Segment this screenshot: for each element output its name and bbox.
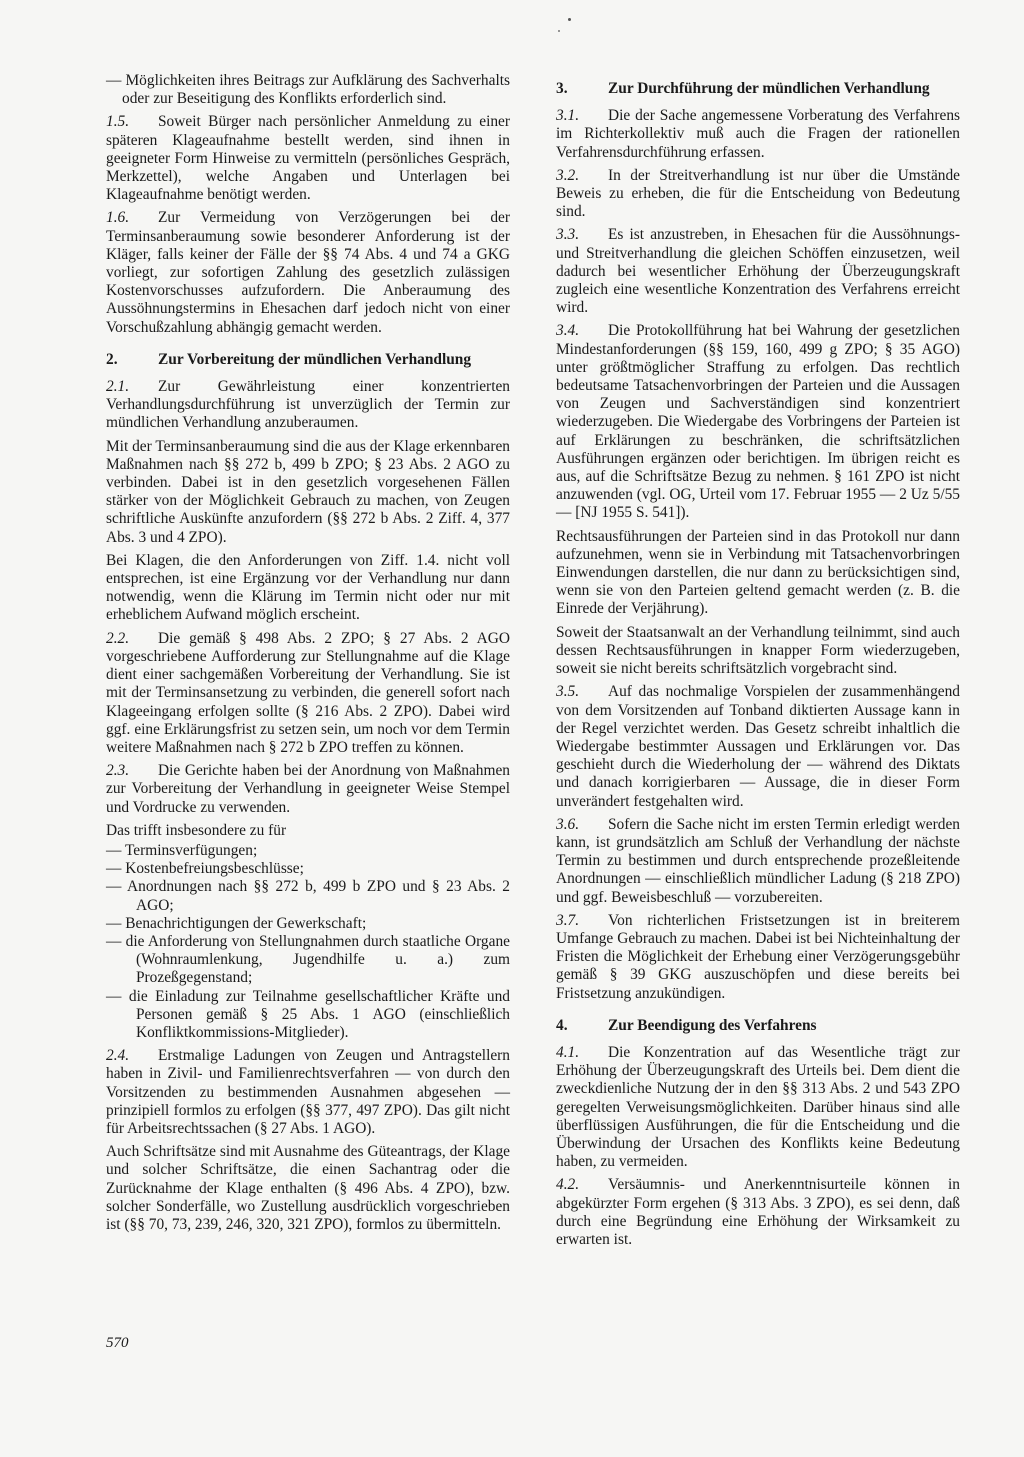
paragraph-number: 2.4. <box>106 1047 130 1065</box>
page-number: 570 <box>106 1335 129 1351</box>
paragraph-text: In der Streitverhandlung ist nur über die Umstände Beweis zu erheben, die für die Entscheidung von Bedeutung sind. <box>556 166 960 221</box>
paragraph-4-2 <box>556 1176 960 1249</box>
paragraph-3-4-b: Rechtsausführungen der Parteien sind in das Protokoll nur dann aufzunehmen, wenn sie in Verbindung mit Tatsachenvorbringen Einwendungen darstellen, die nur dann zu berücksichtigen sind, wenn sie von den Parteien geltend gemacht werden (z. B. die Einrede der Verjährung). <box>556 527 960 618</box>
paragraph-number: 3.3. <box>556 226 580 244</box>
paragraph-2-1-b: Mit der Terminsanberaumung sind die aus der Klage erkennbaren Maßnahmen nach §§ 272 b, 499 b ZPO; § 23 Abs. 2 AGO zu verbinden. Dabei ist in den gesetzlich vorgesehenen Fällen stärker von der Möglichkeit Gebrauch zu machen, von Zeugen schriftliche Auskünfte anzufordern (§§ 272 b Abs. 2 Ziff. 4, 377 Abs. 3 und 4 ZPO). <box>106 437 510 546</box>
paragraph-number: 3.7. <box>556 911 580 929</box>
scan-speck <box>568 18 571 21</box>
paragraph-number: 4.2. <box>556 1176 580 1194</box>
paragraph-number: 3.5. <box>556 683 580 701</box>
section-number: 3. <box>556 80 568 97</box>
paragraph-3-5 <box>556 683 960 810</box>
paragraph-3-1 <box>556 107 960 162</box>
paragraph-2-4 <box>106 1047 510 1138</box>
paragraph-number: 2.3. <box>106 762 130 780</box>
paragraph-text: Die gemäß § 498 Abs. 2 ZPO; § 27 Abs. 2 AGO vorgeschriebene Aufforderung zur Stellungnahme auf die Klage dient einer sachgemäßen Vorbereitung der Verhandlung. Sie ist mit der Terminsansetzung zu verbinden, die generell sofort nach Klageeingang erfolgen sollte (§ 216 Abs. 2 ZPO). Dabei wird ggf. eine Erklärungsfrist zu setzen sein, um noch vor dem Termin weitere Maßnahmen nach § 272 b ZPO treffen zu können. <box>106 629 510 756</box>
paragraph-text: Zur Gewährleistung einer konzentrierten Verhandlungsdurchführung ist unverzüglich der Termin zur mündlichen Verhandlung anzuberaumen. <box>106 378 510 432</box>
paragraph-2-3-b: Das trifft insbesondere zu für <box>106 821 287 839</box>
paragraph-2-1 <box>106 378 510 433</box>
paragraph-text: Die Protokollführung hat bei Wahrung der gesetzlichen Mindestanforderungen (§§ 159, 160, 499 g ZPO; § 35 AGO) unter größtmöglicher Straffung zu erfolgen. Das rechtlich bedeutsame Tatsachenvorbringen der Parteien und die Aussagen von Zeugen und Sachverständigen sind konzentriert wiederzugeben. Die Wiedergabe des Vorbringens der Parteien ist auf Erklärungen zu beschränken, die schriftsätzlichen Ausführungen ergänzen oder berichtigen. Im übrigen reicht es aus, auf die Schriftsätze Bezug zu nehmen. § 161 ZPO ist nicht anzuwenden (vgl. OG, Urteil vom 17. Februar 1955 — 2 Uz 5/55 — [NJ 1955 S. 541]). <box>556 322 960 522</box>
list-item: — die Anforderung von Stellungnahmen durch staatliche Organe (Wohnraumlenkung, Jugendhilfe u. a.) zum Prozeßgegenstand; <box>106 932 510 987</box>
paragraph-text: Sofern die Sache nicht im ersten Termin erledigt werden kann, ist grundsätzlich am Schluß der Verhandlung der nächste Termin zu bestimmen und durch entsprechende prozeßleitende Anordnungen — einschließlich mündlicher Ladung (§ 218 ZPO) und ggf. Beweisbeschluß — vorzubereiten. <box>556 815 960 906</box>
paragraph-2-4-b: Auch Schriftsätze sind mit Ausnahme des Güteantrags, der Klage und solcher Schriftsätze, die einen Sachantrag oder die Zurücknahme der Klage enthalten (§ 496 Abs. 4 ZPO), bzw. solcher Sonderfälle, wo Zustellung ausdrücklich vorgeschrieben ist (§§ 70, 73, 239, 246, 320, 321 ZPO), formlos zu übermitteln. <box>106 1143 510 1233</box>
paragraph-number: 2.1. <box>106 378 130 396</box>
paragraph-3-4-c: Soweit der Staatsanwalt an der Verhandlung teilnimmt, sind auch dessen Rechtsausführungen in knapper Form wiederzugeben, soweit sie nicht bereits schriftsätzlich vorgebracht sind. <box>556 623 960 678</box>
paragraph-3-3 <box>556 226 960 317</box>
paragraph-2-3 <box>106 762 510 817</box>
paragraph-text: Auf das nochmalige Vorspielen der zusammenhängend von dem Vorsitzenden auf Tonband diktierten Aussage kann in der Regel verzichtet werden. Das Gesetz schreibt inhaltlich die Wiedergabe bestimmter Aussagen und Erklärungen vor. Das geschieht durch die Wiederholung der — während des Diktats und danach korrigierbaren — Aussage, die in dieser Form unverändert festgehalten wird. <box>556 683 960 810</box>
section-number: 2. <box>106 350 118 368</box>
paragraph-number: 1.5. <box>106 113 130 131</box>
paragraph-2-1-c: Bei Klagen, die den Anforderungen von Ziff. 1.4. nicht voll entsprechen, ist eine Ergänzung vor der Verhandlung nur dann notwendig, wenn die Klärung im Termin nicht oder nur mit erheblichem Aufwand möglich erscheint. <box>106 551 510 624</box>
right-column <box>556 72 960 1254</box>
section-title: Zur Beendigung des Verfahrens <box>608 1016 817 1034</box>
section-heading-4 <box>556 1017 960 1035</box>
paragraph-3-7 <box>556 912 960 1003</box>
paragraph-4-1 <box>556 1044 960 1171</box>
list-item: — die Einladung zur Teilnahme gesellschaftlicher Kräfte und Personen gemäß § 25 Abs. 1 AGO (einschließlich Konfliktkommissions-Mitglieder). <box>106 987 510 1041</box>
section-title: Zur Vorbereitung der mündlichen Verhandlung <box>158 350 472 368</box>
paragraph-number: 3.1. <box>556 107 580 125</box>
paragraph-number: 3.4. <box>556 322 580 340</box>
list-item: — Anordnungen nach §§ 272 b, 499 b ZPO und § 23 Abs. 2 AGO; <box>106 878 510 914</box>
list-item: — Kostenbefreiungsbeschlüsse; <box>106 860 304 878</box>
paragraph-1-6 <box>106 209 510 336</box>
paragraph-number: 2.2. <box>106 629 130 647</box>
paragraph-text: Versäumnis- und Anerkenntnisurteile können in abgekürzter Form ergehen (§ 313 Abs. 3 ZPO), es sei denn, daß durch eine Begründung eine Erhöhung der Wirksamkeit zu erwarten ist. <box>556 1176 960 1248</box>
paragraph-2-2 <box>106 630 510 757</box>
paragraph-text: Soweit Bürger nach persönlicher Anmeldung zu einer späteren Klageaufnahme bestellt werden, sind ihnen in geeigneter Form Hinweise zu vermitteln (persönliches Gespräch, Merkzettel), welche Angaben und Unterlagen bei Klageaufnahme benötigt werden. <box>106 113 510 204</box>
paragraph-text: Zur Vermeidung von Verzögerungen bei der Terminsanberaumung sowie besonderer Anforderung ist der Kläger, falls keiner der Fälle der §§ 74 Abs. 4 und 74 a GKG vorliegt, zur sofortigen Zahlung des gesetzlich zulässigen Kostenvorschusses aufzufordern. Die Anberaumung des Aussöhnungstermins in Ehesachen darf jedoch nicht von einer Vorschußzahlung abhängig gemacht werden. <box>106 209 510 336</box>
paragraph-number: 4.1. <box>556 1043 580 1061</box>
section-title: Zur Durchführung der mündlichen Verhandlung <box>608 80 930 97</box>
list-item: — Terminsverfügungen; <box>106 841 258 859</box>
paragraph-text: Von richterlichen Fristsetzungen ist in breiterem Umfange Gebrauch zu machen. Dabei ist bei Nichteinhaltung der Fristen die Möglichkeit der Erhebung einer Verzögerungsgebühr gemäß § 39 GKG auszuschöpfen und diese bereits bei Fristsetzung anzukündigen. <box>556 911 960 1002</box>
left-column <box>106 72 510 1239</box>
list-item: — Benachrichtigungen der Gewerkschaft; <box>106 914 367 932</box>
paragraph-text: Die der Sache angemessene Vorberatung des Verfahrens im Richterkollektiv muß auch die Fragen der rationellen Verfahrensdurchführung erfassen. <box>556 107 960 161</box>
paragraph-text: Erstmalige Ladungen von Zeugen und Antragstellern haben in Zivil- und Familienrechtsverfahren — von durch den Vorsitzenden zu bestimmenden Ausnahmen abgesehen — prinzipiell formlos zu erfolgen (§§ 377, 497 ZPO). Das gilt nicht für Arbeitsrechtssachen (§ 27 Abs. 1 AGO). <box>106 1047 510 1137</box>
section-number: 4. <box>556 1016 568 1034</box>
paragraph-3-4 <box>556 322 960 522</box>
paragraph-number: 1.6. <box>106 209 130 227</box>
paragraph-3-6 <box>556 816 960 907</box>
paragraph-text: Die Gerichte haben bei der Anordnung von Maßnahmen zur Vorbereitung der Verhandlung in geeigneter Weise Stempel und Vordrucke zu verwenden. <box>106 762 510 816</box>
measures-list <box>106 842 510 1042</box>
paragraph-1-5 <box>106 113 510 204</box>
paragraph-text: Die Konzentration auf das Wesentliche trägt zur Erhöhung der Überzeugungskraft des Urteils bei. Dem dient die zweckdienliche Nutzung der in den §§ 313 Abs. 2 und 543 ZPO geregelten Verweisungsmöglichkeiten. Darüber hinaus sind alle überflüssigen Ausführungen, die für die Entscheidung und die Überwindung der Ursachen des Konflikts keine Bedeutung haben, zu vermeiden. <box>556 1043 960 1171</box>
paragraph-number: 3.6. <box>556 815 580 833</box>
section-heading-2 <box>106 351 510 369</box>
scan-speck <box>558 30 560 32</box>
intro-paragraph: — Möglichkeiten ihres Beitrags zur Aufklärung des Sachverhalts oder zur Beseitigung des Konflikts erforderlich sind. <box>106 72 510 108</box>
section-heading-3 <box>556 80 960 98</box>
paragraph-text: Es ist anzustreben, in Ehesachen für die Aussöhnungs- und Streitverhandlung die gleichen Schöffen einzusetzen, weil dadurch bei wesentlicher Erhöhung der Überzeugungskraft zugleich eine wesentliche Konzentration des Verfahrens erreicht wird. <box>556 226 960 317</box>
paragraph-number: 3.2. <box>556 166 580 184</box>
paragraph-3-2 <box>556 167 960 222</box>
